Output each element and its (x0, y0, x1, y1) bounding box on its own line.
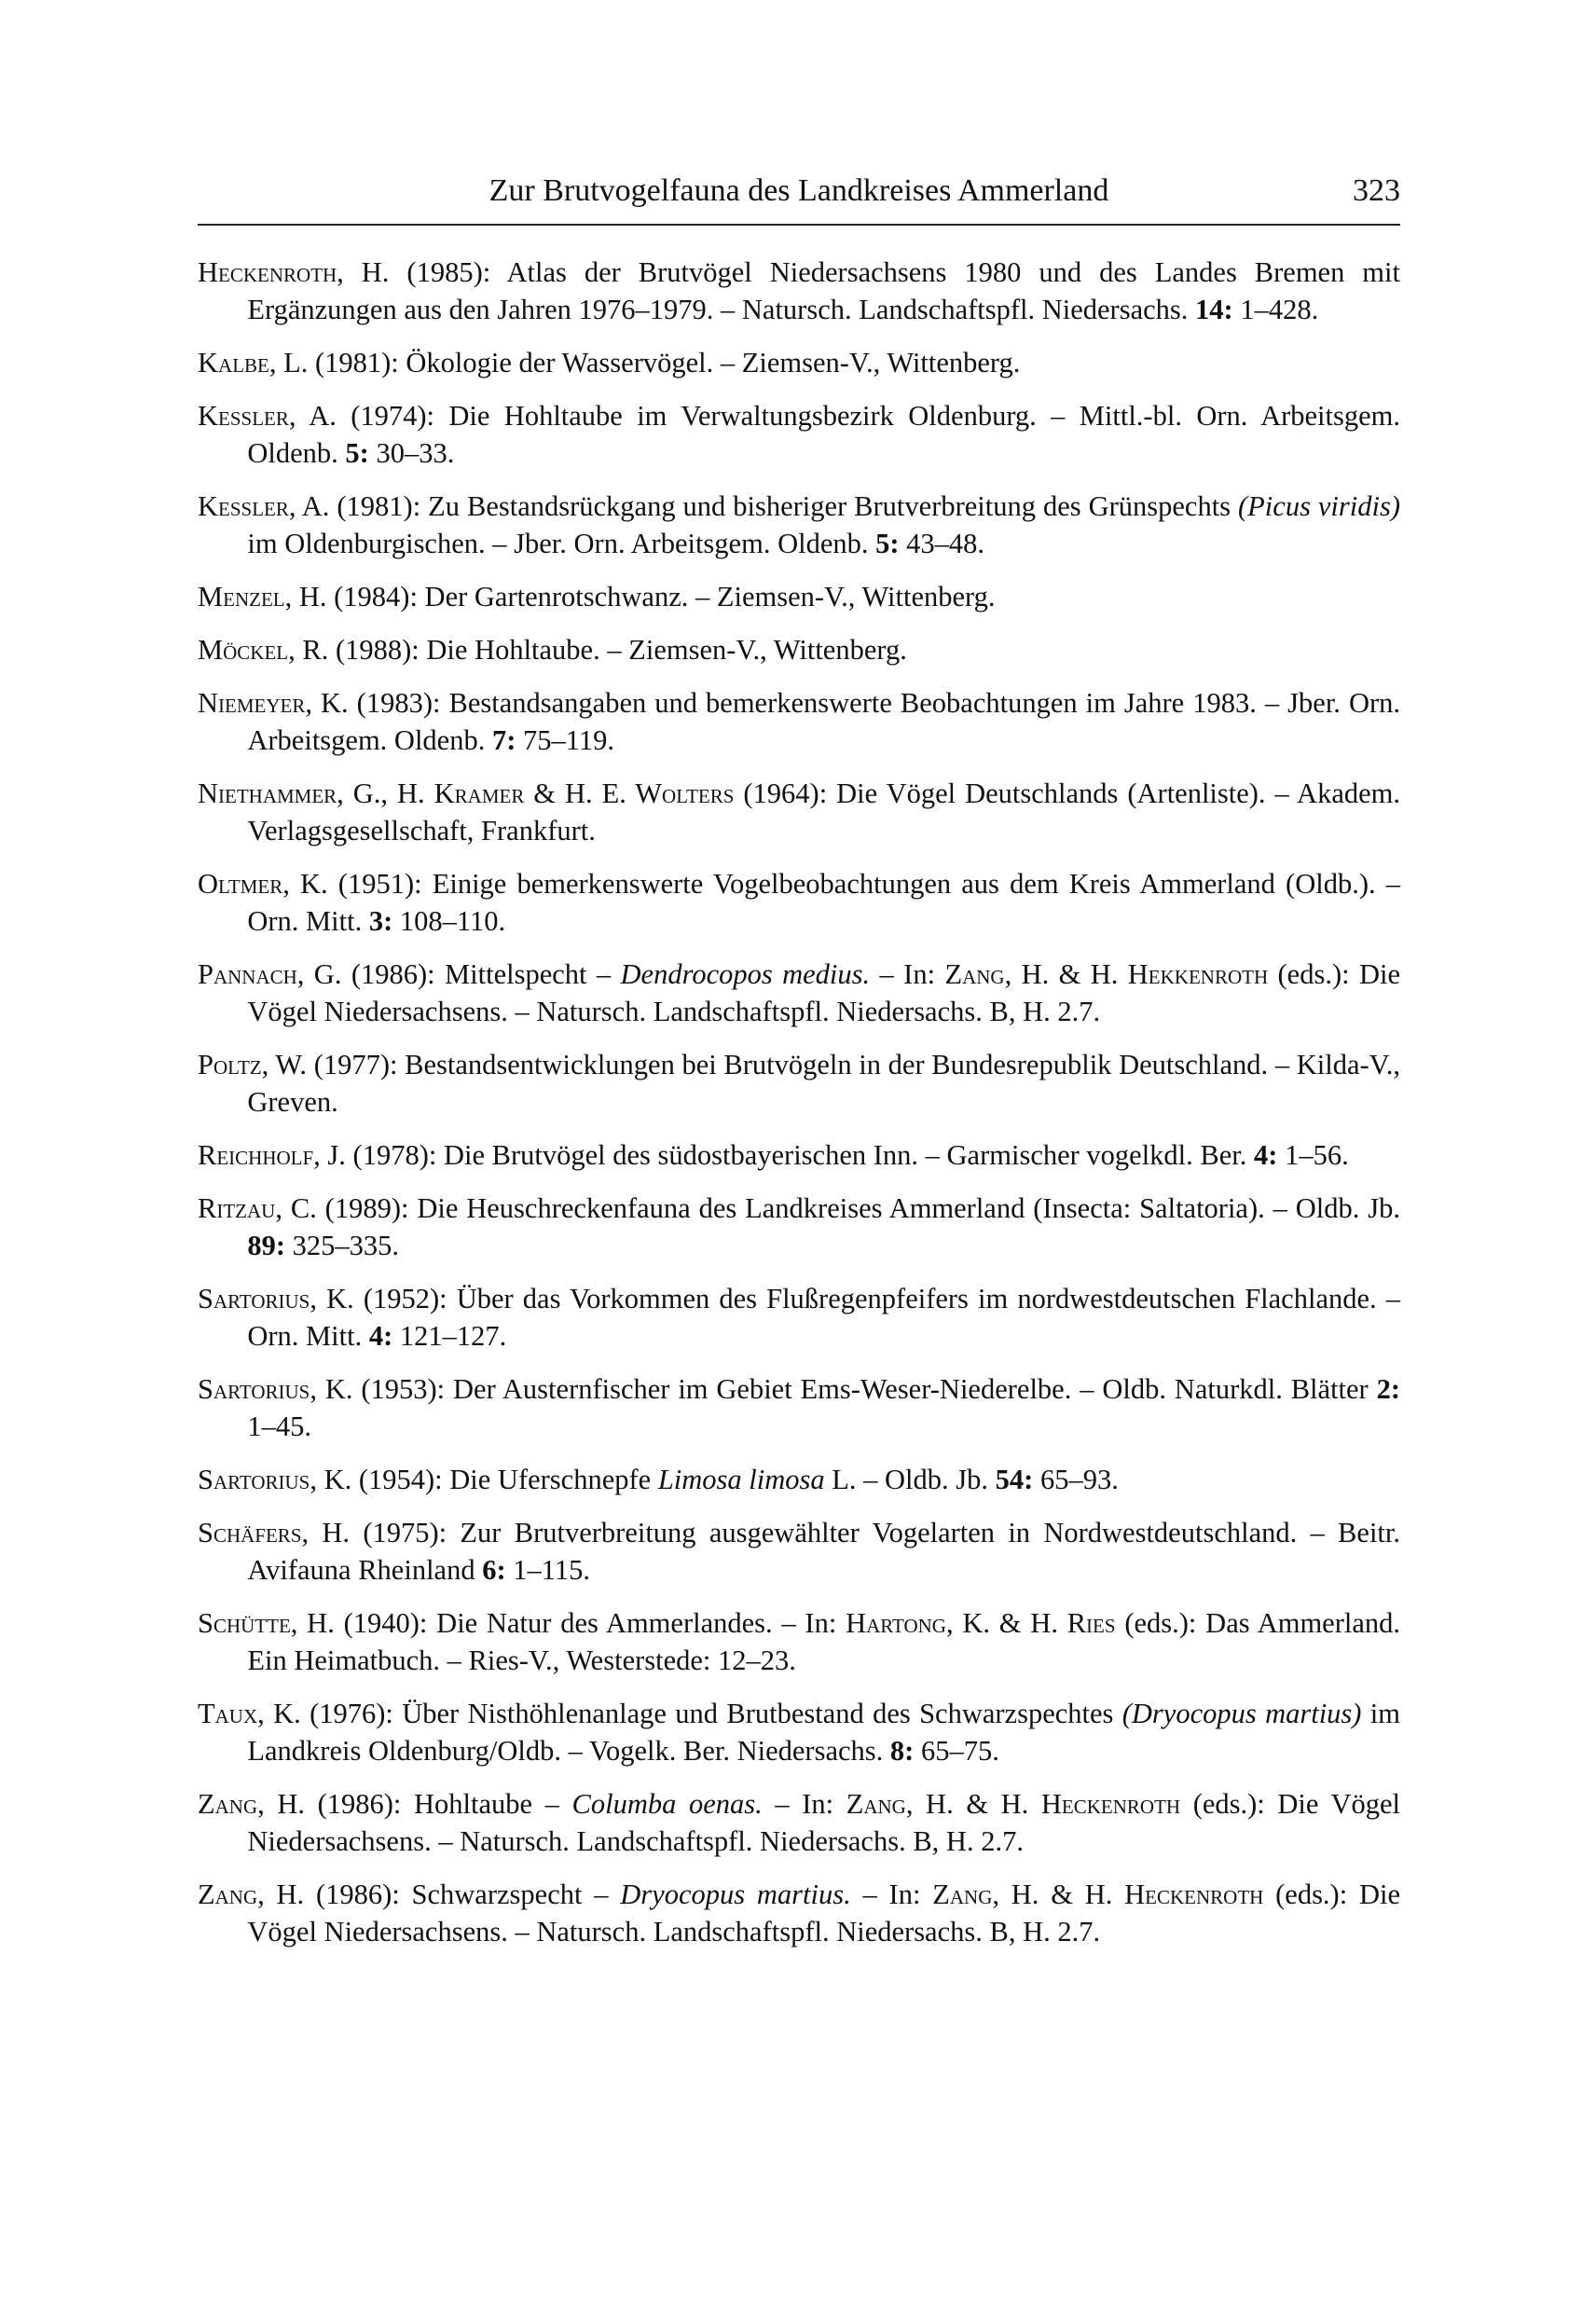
volume-number: 54: (995, 1464, 1034, 1495)
author-name: Heckenroth, H. (198, 256, 390, 288)
reference-text: (1964): Die Vögel Deutschlands (Artenliste). – Akadem. Verlagsgesellschaft, Frankfurt. (247, 778, 1400, 846)
volume-number: 5: (875, 528, 900, 559)
author-name: H. Heckenroth (1084, 1878, 1264, 1910)
reference-entry (198, 1461, 1400, 1498)
reference-text: (1983): Bestandsangaben und bemerkenswerte Beobachtungen im Jahre 1983. – Jber. Orn. Arbeitsgem. Oldenb. (247, 687, 1401, 756)
reference-entry (198, 397, 1400, 472)
reference-text: & (524, 778, 565, 809)
reference-text: 108–110. (392, 905, 506, 937)
page-number: 323 (1353, 173, 1400, 208)
reference-entry (198, 1190, 1400, 1264)
author-name: Niemeyer, K. (198, 687, 349, 719)
reference-text: 1–45. (247, 1411, 311, 1442)
author-name: Kessler, A. (198, 400, 337, 432)
reference-text: 30–33. (368, 437, 455, 469)
reference-entry (198, 1514, 1400, 1589)
reference-text: (1953): Der Austernfischer im Gebiet Ems-Weser-Niederelbe. – Oldb. Naturkdl. Blätter (352, 1373, 1377, 1405)
italic-text: (Picus viridis) (1238, 490, 1400, 522)
volume-number: 4: (368, 1320, 393, 1352)
italic-text: Dendrocopos medius. (620, 958, 871, 990)
volume-number: 4: (1254, 1139, 1278, 1171)
reference-entry (198, 1604, 1400, 1679)
reference-text: 75–119. (516, 724, 615, 756)
author-name: Zang, H. (932, 1878, 1039, 1910)
reference-entry (198, 1785, 1400, 1860)
author-name: Ritzau, C. (198, 1192, 317, 1224)
author-name: Taux, K. (198, 1698, 301, 1729)
author-name: Sartorius, K. (198, 1464, 352, 1495)
reference-entry (198, 865, 1400, 940)
reference-text: (1978): Die Brutvögel des südostbayerischen Inn. – Garmischer vogelkdl. Ber. (345, 1139, 1255, 1171)
reference-text: – In: (850, 1878, 933, 1910)
italic-text: Columba oenas. (571, 1788, 763, 1820)
author-name: Schäfers, H. (198, 1517, 351, 1548)
author-name: Zang, H. (198, 1878, 305, 1910)
reference-text: (1954): Die Uferschnepfe (351, 1464, 658, 1495)
author-name: Kessler, A. (198, 490, 330, 522)
reference-text: 1–115. (505, 1554, 591, 1586)
volume-number: 14: (1195, 294, 1233, 325)
reference-entry (198, 775, 1400, 849)
author-name: Sartorius, K. (198, 1283, 354, 1314)
reference-text: (1989): Die Heuschreckenfauna des Landkreises Ammerland (Insecta: Saltatoria). – Oldb. Jb. (316, 1192, 1400, 1224)
header-rule (198, 224, 1400, 226)
reference-text: (1951): Einige bemerkenswerte Vogelbeobachtungen aus dem Kreis Ammerland (Oldb.). – Orn. Mitt. (247, 868, 1400, 937)
author-name: Schütte, H. (198, 1607, 335, 1639)
italic-text: Limosa limosa (657, 1464, 825, 1495)
reference-entry (198, 1136, 1400, 1174)
reference-text: (1985): Atlas der Brutvögel Niedersachsens 1980 und des Landes Bremen mit Ergänzungen aus den Jahren 1976–1979. – Natursch. Landschaftspfl. Niedersachs. (247, 256, 1400, 325)
reference-text: (1952): Über das Vorkommen des Flußregenpfeifers im nordwestdeutschen Flachlande. – Orn. Mitt. (247, 1283, 1400, 1352)
volume-number: 6: (482, 1554, 506, 1586)
author-name: H. Heckenroth (1000, 1788, 1181, 1820)
reference-text: – In: (762, 1788, 846, 1820)
italic-text: Dryocopus martius. (620, 1878, 851, 1910)
reference-list (198, 254, 1400, 1966)
reference-text: (eds.): Die Vögel Niedersachsens. – Natursch. Landschaftspfl. Niedersachs. B, H. 2.7. (247, 958, 1401, 1027)
reference-text: & (1039, 1878, 1085, 1910)
reference-text: (1981): Ökologie der Wasservögel. – Ziemsen-V., Wittenberg. (308, 347, 1021, 378)
reference-entry (198, 1280, 1400, 1355)
reference-text: & (990, 1607, 1031, 1639)
reference-text: (eds.): Die Vögel Niedersachsens. – Natursch. Landschaftspfl. Niedersachs. B, H. 2.7. (247, 1788, 1401, 1857)
author-name: Zang, H. (846, 1788, 954, 1820)
reference-entry (198, 1876, 1400, 1950)
reference-entry (198, 1695, 1400, 1769)
volume-number: 8: (889, 1735, 915, 1767)
author-name: Pannach, G. (198, 958, 342, 990)
reference-text: L. – Oldb. Jb. (824, 1464, 996, 1495)
reference-text: 1–428. (1232, 294, 1319, 325)
reference-text: (1984): Der Gartenrotschwanz. – Ziemsen-V., Wittenberg. (326, 581, 996, 612)
reference-text: (1940): Die Natur des Ammerlandes. – In: (334, 1607, 846, 1639)
author-name: H. E. Wolters (564, 778, 735, 809)
reference-entry (198, 488, 1400, 562)
reference-entry (198, 631, 1400, 668)
italic-text: (Dryocopus martius) (1121, 1698, 1362, 1729)
author-name: H. Hekkenroth (1090, 958, 1269, 990)
reference-text: (1977): Bestandsentwicklungen bei Brutvögeln in der Bundesrepublik Deutschland. – Kilda-V., Greven. (247, 1049, 1400, 1118)
volume-number: 89: (247, 1230, 286, 1261)
reference-entry (198, 1370, 1400, 1445)
author-name: H. Ries (1030, 1607, 1116, 1639)
reference-entry (198, 1046, 1400, 1121)
running-head (198, 168, 1400, 214)
reference-entry (198, 684, 1400, 759)
author-name: Poltz, W. (198, 1049, 308, 1080)
reference-text: (1975): Zur Brutverbreitung ausgewählter Vogelarten in Nordwestdeutschland. – Beitr. Avifauna Rheinland (247, 1517, 1400, 1586)
volume-number: 5: (345, 437, 369, 469)
reference-entry (198, 578, 1400, 615)
reference-text: 121–127. (392, 1320, 507, 1352)
author-name: Oltmer, K. (198, 868, 328, 900)
reference-text: & (1049, 958, 1091, 990)
reference-text: – In: (870, 958, 945, 990)
reference-text: (1988): Die Hohltaube. – Ziemsen-V., Wittenberg. (328, 634, 907, 666)
reference-text: 325–335. (285, 1230, 400, 1261)
reference-text: (1986): Hohltaube – (305, 1788, 572, 1820)
author-name: Kalbe, L. (198, 347, 309, 378)
author-name: Menzel, H. (198, 581, 327, 612)
reference-text: (1976): Über Nisthöhlenanlage und Brutbestand des Schwarzspechtes (300, 1698, 1122, 1729)
author-name: Hartong, K. (846, 1607, 991, 1639)
author-name: Sartorius, K. (198, 1373, 353, 1405)
author-name: H. Kramer (397, 778, 525, 809)
author-name: Zang, H. (198, 1788, 306, 1820)
reference-text: 43–48. (899, 528, 985, 559)
reference-text: , (380, 778, 398, 809)
reference-text: (1986): Mittelspecht – (341, 958, 621, 990)
author-name: Zang, H. (944, 958, 1050, 990)
reference-entry (198, 956, 1400, 1030)
reference-entry (198, 344, 1400, 381)
author-name: Niethammer, G. (198, 778, 381, 809)
reference-text: & (953, 1788, 1001, 1820)
reference-text: (eds.): Das Ammerland. Ein Heimatbuch. – Ries-V., Westerstede: 12–23. (247, 1607, 1400, 1676)
author-name: Möckel, R. (198, 634, 329, 666)
reference-text: 1–56. (1277, 1139, 1349, 1171)
reference-text: im Landkreis Oldenburg/Oldb. – Vogelk. Ber. Niedersachs. (247, 1698, 1400, 1767)
running-title: Zur Brutvogelfauna des Landkreises Ammerland (488, 173, 1109, 208)
reference-text: (1974): Die Hohltaube im Verwaltungsbezirk Oldenburg. – Mittl.-bl. Orn. Arbeitsgem. Oldenb. (247, 400, 1400, 469)
reference-text: (1981): Zu Bestandsrückgang und bisheriger Brutverbreitung des Grünspechts (329, 490, 1239, 522)
reference-text: (1986): Schwarzspecht – (304, 1878, 621, 1910)
reference-text: im Oldenburgischen. – Jber. Orn. Arbeitsgem. Oldenb. (247, 528, 876, 559)
author-name: Reichholf, J. (198, 1139, 346, 1171)
reference-text: 65–93. (1033, 1464, 1119, 1495)
volume-number: 2: (1376, 1373, 1401, 1405)
reference-entry (198, 254, 1400, 328)
reference-text: (eds.): Die Vögel Niedersachsens. – Natursch. Landschaftspfl. Niedersachs. B, H. 2.7. (247, 1878, 1401, 1947)
reference-text: 65–75. (914, 1735, 999, 1767)
volume-number: 3: (368, 905, 393, 937)
volume-number: 7: (491, 724, 516, 756)
